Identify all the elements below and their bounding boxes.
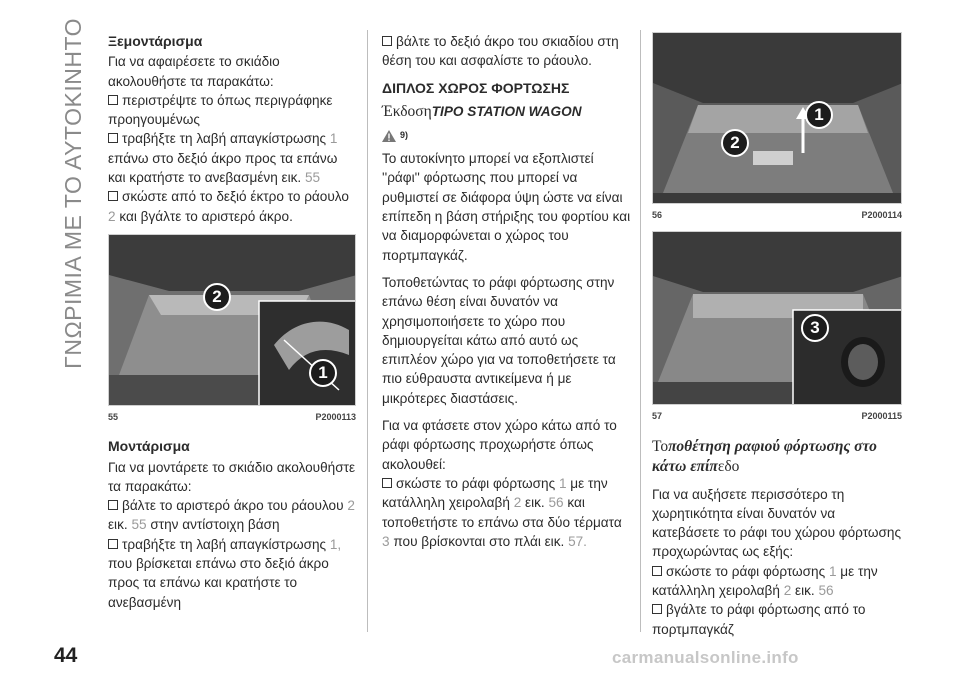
step-item: σκώστε το ράφι φόρτωσης 1 με την κατάλληλη χειρολαβή 2 εικ. 56 και τοποθετήστε το επάνω στα δύο τέρματα 3 που βρίσκονται στο πλάι εικ. 57. <box>382 475 622 549</box>
warning-note: 9) <box>382 126 632 145</box>
column-1 <box>108 32 356 612</box>
figure-code: P2000115 <box>861 411 902 422</box>
figure-57 <box>652 231 902 426</box>
callout-3-badge: 3 <box>801 314 829 342</box>
checkbox-bullet-icon <box>108 191 118 201</box>
paragraph: Το αυτοκίνητο μπορεί να εξοπλιστεί ''ράφι'' φόρτωσης που μπορεί να ρυθμιστεί σε διάφορα ύψη ώστε να είναι επίπεδη η βάση στήριξης του φορτίου και να διαμορφώνεται ο χώρος του πορτμπαγκάζ. <box>382 151 631 263</box>
step-item: περιστρέψτε το όπως περιγράφηκε προηγουμένως <box>108 92 333 128</box>
step-item: σκώστε από το δεξιό έκτρο το ράουλο 2 και βγάλτε το αριστερό άκρο. <box>108 189 349 224</box>
figure-number: 57 <box>652 411 663 422</box>
heading-lower-position: Τοποθέτηση ραφιού φόρτωσης στο κάτω επίπεδο <box>652 437 877 475</box>
paragraph: Για να φτάσετε στον χώρο κάτω από το ράφι φόρτωσης προχωρήστε όπως ακολουθεί: <box>382 418 617 472</box>
figure-56 <box>652 32 902 225</box>
callout-1-badge: 1 <box>805 101 833 129</box>
callout-2-badge: 2 <box>721 129 749 157</box>
side-section-title: ΓΝΩΡΙΜΙΑ ΜΕ ΤΟ ΑΥΤΟΚΙΝΗΤΟ <box>60 18 86 369</box>
checkbox-bullet-icon <box>108 539 118 549</box>
heading-assembly: Μοντάρισμα <box>108 438 190 455</box>
figure-55 <box>108 234 356 427</box>
figure-code: P2000113 <box>315 411 356 422</box>
paragraph: Τοποθετώντας το ράφι φόρτωσης στην επάνω θέση είναι δυνατόν να χρησιμοποιήσετε το χώρο που δημιουργείται κάτω από αυτό ως επιπλέον χώρο για να τοποθετήσετε τα πιο εύθραυστα αντικείμενα ή με μικρότερες διαστάσεις. <box>382 274 616 406</box>
step-item: τραβήξτε τη λαβή απαγκίστρωσης 1, που βρίσκεται επάνω στο δεξιό άκρο προς τα επάνω και κρατήστε το ανεβασμένη <box>108 536 342 610</box>
checkbox-bullet-icon <box>108 500 118 510</box>
figure-number: 55 <box>108 411 119 422</box>
step-item: τραβήξτε τη λαβή απαγκίστρωσης 1 επάνω στο δεξιό άκρο προς τα επάνω και κρατήστε το ανεβασμένη εικ. 55 <box>108 131 338 186</box>
checkbox-bullet-icon <box>382 478 392 488</box>
paragraph: Για να αυξήσετε περισσότερο τη χωρητικότητα είναι δυνατόν να κατεβάσετε το ράφι του χώρου φόρτωσης προχωρώντας ως εξής: <box>652 486 902 560</box>
figure-number: 56 <box>652 210 663 220</box>
checkbox-bullet-icon <box>382 36 392 46</box>
checkbox-bullet-icon <box>108 133 118 143</box>
step-item: βγάλτε το ράφι φόρτωσης από το πορτμπαγκάζ <box>652 602 866 637</box>
heading-disassembly: Ξεμοντάρισμα <box>108 33 203 49</box>
checkbox-bullet-icon <box>108 95 118 105</box>
side-stop-photo-image <box>653 232 902 405</box>
column-divider <box>367 30 368 632</box>
checkbox-bullet-icon <box>652 604 662 614</box>
paragraph: Για να μοντάρετε το σκιάδιο ακολουθήστε τα παρακάτω: <box>108 459 356 494</box>
callout-1-badge: 1 <box>309 359 337 387</box>
load-floor-photo-image <box>653 33 902 204</box>
watermark: carmanualsonline.info <box>612 648 799 667</box>
checkbox-bullet-icon <box>652 566 662 576</box>
callout-2-badge: 2 <box>203 283 231 311</box>
column-2 <box>382 32 632 551</box>
figure-code: P2000114 <box>861 210 902 220</box>
edition-line: ΈκδοσηTIPO STATION WAGON <box>382 102 582 120</box>
page-number: 44 <box>54 644 78 667</box>
heading-double-load-space: ΔΙΠΛΟΣ ΧΩΡΟΣ ΦΟΡΤΩΣΗΣ <box>382 79 570 96</box>
step-item: βάλτε το δεξιό άκρο του σκιαδίου στη θέση του και ασφαλίστε το ράουλο. <box>382 34 619 69</box>
step-item: βάλτε το αριστερό άκρο του ράουλου 2 εικ. 55 στην αντίστοιχη βάση <box>108 498 355 533</box>
paragraph: Για να αφαιρέσετε το σκιάδιο ακολουθήστε τα παρακάτω: <box>108 54 280 89</box>
step-item: σκώστε το ράφι φόρτωσης 1 με την κατάλληλη χειρολαβή 2 εικ. 56 <box>652 563 878 599</box>
column-divider <box>640 30 641 632</box>
column-3 <box>652 32 902 639</box>
warning-triangle-icon <box>382 130 396 142</box>
